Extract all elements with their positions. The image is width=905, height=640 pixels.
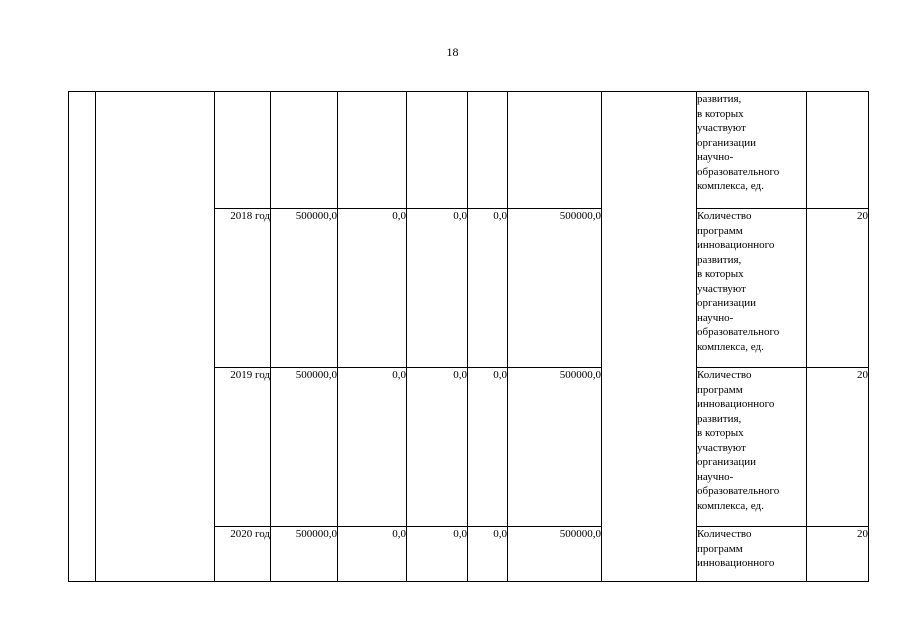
indicator-cell: [697, 209, 807, 368]
total-cell: 500000,0: [271, 527, 338, 582]
value-cell: 0,0: [338, 368, 407, 527]
indicator-line: программ: [697, 542, 743, 555]
indicator-line: образовательного: [697, 326, 780, 338]
indicator-line: Количество: [697, 369, 752, 381]
indicator-line: развития,: [697, 93, 742, 105]
target-value-cell: 20: [807, 527, 869, 582]
indicator-line: Количество: [697, 210, 752, 222]
indicator-line: развития,: [697, 253, 742, 266]
value-cell: 0,0: [407, 527, 468, 582]
year-cell: 2020 год: [215, 527, 271, 582]
value-cell: 0,0: [407, 368, 468, 527]
indicator-line: Количество: [697, 528, 752, 540]
value-cell: 0,0: [338, 209, 407, 368]
indicator-line: в которых: [697, 107, 744, 120]
value-cell: 500000,0: [508, 527, 602, 582]
blank-cell: [96, 92, 215, 582]
program-table: [68, 91, 869, 582]
indicator-cell: [697, 92, 807, 209]
blank-cell: [407, 92, 468, 209]
year-cell: 2018 год: [215, 209, 271, 368]
indicator-line: участвуют: [697, 122, 746, 134]
blank-cell: [807, 92, 869, 209]
indicator-line: комплекса, ед.: [697, 180, 764, 192]
blank-cell: [338, 92, 407, 209]
indicator-line: научно-: [697, 470, 734, 483]
blank-cell: [602, 92, 697, 582]
value-cell: 500000,0: [508, 368, 602, 527]
page-number: 18: [446, 45, 459, 59]
indicator-line: в которых: [697, 427, 744, 439]
table-row: [69, 92, 869, 209]
target-value-cell: 20: [807, 209, 869, 368]
value-cell: 0,0: [338, 527, 407, 582]
total-cell: 500000,0: [271, 368, 338, 527]
value-cell: 0,0: [468, 527, 508, 582]
value-cell: 500000,0: [508, 209, 602, 368]
indicator-line: организации: [697, 297, 757, 309]
indicator-line: образовательного: [697, 165, 780, 178]
indicator-line: комплекса, ед.: [697, 499, 764, 512]
total-cell: 500000,0: [271, 209, 338, 368]
value-cell: 0,0: [407, 209, 468, 368]
indicator-cell: [697, 527, 807, 582]
indicator-line: развития,: [697, 412, 742, 425]
indicator-line: программ: [697, 383, 743, 396]
blank-cell: [508, 92, 602, 209]
indicator-line: образовательного: [697, 485, 780, 497]
target-value-cell: 20: [807, 368, 869, 527]
indicator-line: научно-: [697, 151, 734, 163]
indicator-line: участвуют: [697, 441, 746, 454]
blank-cell: [215, 92, 271, 209]
indicator-line: инновационного: [697, 239, 775, 251]
blank-cell: [468, 92, 508, 209]
value-cell: 0,0: [468, 209, 508, 368]
indicator-line: программ: [697, 224, 743, 237]
indicator-line: комплекса, ед.: [697, 340, 764, 353]
value-cell: 0,0: [468, 368, 508, 527]
indicator-line: организации: [697, 136, 757, 149]
indicator-line: инновационного: [697, 557, 775, 569]
indicator-line: организации: [697, 456, 757, 468]
indicator-line: научно-: [697, 311, 734, 324]
indicator-line: в которых: [697, 268, 744, 280]
blank-cell: [271, 92, 338, 209]
year-cell: 2019 год: [215, 368, 271, 527]
indicator-line: инновационного: [697, 398, 775, 410]
blank-cell: [69, 92, 96, 582]
indicator-cell: [697, 368, 807, 527]
indicator-line: участвуют: [697, 282, 746, 295]
